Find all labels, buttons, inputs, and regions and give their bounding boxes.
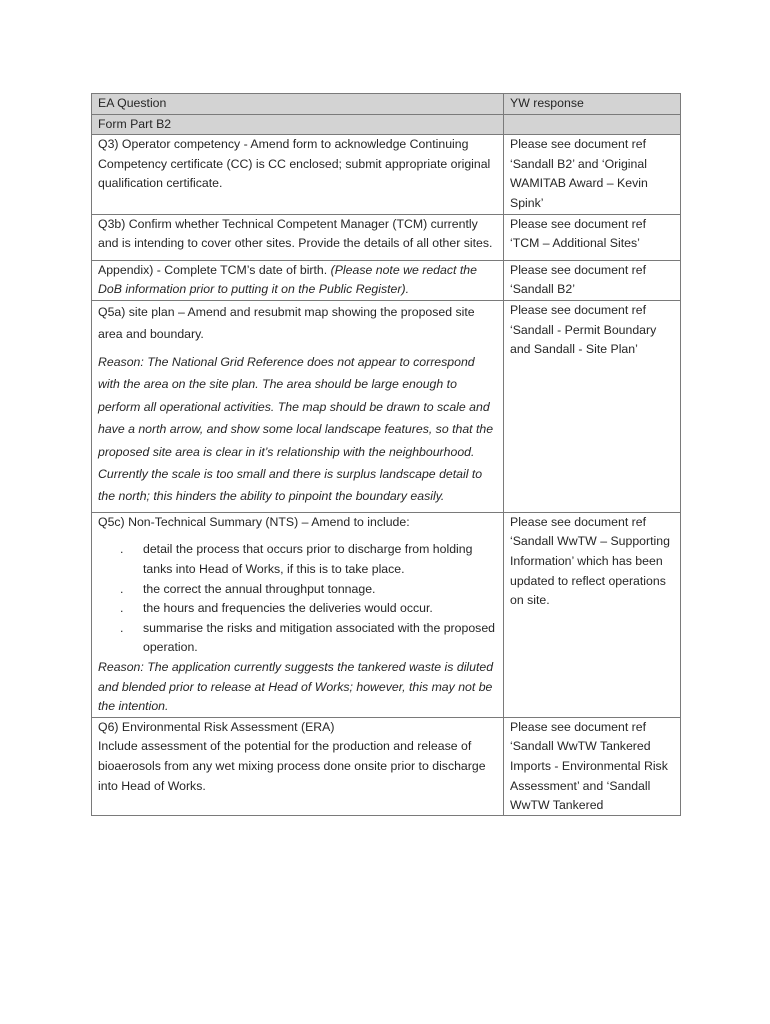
response-cell	[504, 512, 681, 717]
response-text: Please see document ref ‘TCM – Additional Sites’	[510, 216, 647, 251]
section-title: Form Part B2	[92, 114, 504, 135]
question-reason: Reason: The National Grid Reference does not appear to correspond with the area on the site plan. The area should be large enough to perform all operational activities. The map should be drawn to scale and have a north arrow, and show some local landscape features, so that the proposed site area is clear in it’s relationship with the neighbourhood. Currently the scale is too small and there is surplus landscape detail to the north; this hinders the ability to pinpoint the boundary easily.	[98, 354, 494, 504]
question-subtext: Include assessment of the potential for the production and release of bioaerosols from any wet mixing process done onsite prior to discharge into Head of Works.	[98, 739, 486, 793]
table-row-q5c	[92, 512, 681, 717]
response-cell	[504, 300, 681, 512]
section-empty-cell	[504, 114, 681, 135]
list-item-text: detail the process that occurs prior to discharge from holding tanks into Head of Works, if this is to take place.	[143, 542, 473, 576]
question-cell	[92, 260, 504, 300]
question-text: Q3) Operator competency - Amend form to acknowledge Continuing Competency certificate (CC) is CC enclosed; submit appropriate original qualification certificate.	[98, 137, 491, 191]
question-cell	[92, 300, 504, 512]
table-row-q5a	[92, 300, 681, 512]
list-item	[98, 599, 499, 619]
header-ea-question: EA Question	[92, 94, 504, 115]
bullet-marker: .	[120, 542, 124, 557]
bullet-marker: .	[120, 601, 124, 616]
table-row-q3b	[92, 214, 681, 260]
question-text: Q5a) site plan – Amend and resubmit map showing the proposed site area and boundary.	[98, 304, 475, 341]
list-item	[98, 580, 499, 600]
question-reason: Reason: The application currently suggests the tankered waste is diluted and blended prior to release at Head of Works; however, this may not be the intention.	[98, 659, 494, 714]
list-item-text: the hours and frequencies the deliveries would occur.	[143, 601, 433, 616]
table-row-q6	[92, 717, 681, 815]
question-text: Appendix) - Complete TCM’s date of birth.	[98, 262, 328, 277]
question-cell	[92, 135, 504, 214]
list-item	[98, 540, 499, 579]
bullet-marker: .	[120, 581, 124, 596]
section-row	[92, 114, 681, 135]
table-row-q3	[92, 135, 681, 214]
response-text: Please see document ref ‘Sandall WwTW Tankered Imports - Environmental Risk Assessment’ and ‘Sandall WwTW Tankered	[510, 719, 668, 813]
bullet-marker: .	[120, 620, 124, 635]
list-item-text: the correct the annual throughput tonnage.	[143, 581, 376, 596]
response-cell	[504, 260, 681, 300]
question-cell	[92, 512, 504, 717]
response-text: Please see document ref ‘Sandall WwTW – Supporting Information’ which has been updated to reflect operations on site.	[510, 514, 670, 608]
ea-question-response-table	[91, 93, 681, 816]
question-text: Q6) Environmental Risk Assessment (ERA)	[98, 719, 335, 734]
list-item	[98, 619, 499, 658]
response-cell	[504, 717, 681, 815]
question-text: Q5c) Non-Technical Summary (NTS) – Amend to include:	[98, 514, 410, 529]
response-text: Please see document ref ‘Sandall B2’	[510, 262, 647, 297]
response-cell	[504, 214, 681, 260]
list-item-text: summarise the risks and mitigation associated with the proposed operation.	[143, 620, 495, 655]
question-text: Q3b) Confirm whether Technical Competent Manager (TCM) currently and is intending to cover other sites. Provide the details of all other sites.	[98, 216, 493, 251]
table-row-appendix	[92, 260, 681, 300]
question-cell	[92, 214, 504, 260]
response-cell	[504, 135, 681, 214]
header-yw-response: YW response	[504, 94, 681, 115]
bullet-list	[98, 540, 499, 658]
table-header-row	[92, 94, 681, 115]
response-text: Please see document ref ‘Sandall B2’ and ‘Original WAMITAB Award – Kevin Spink’	[510, 137, 648, 210]
question-cell	[92, 717, 504, 815]
response-text: Please see document ref ‘Sandall - Permit Boundary and Sandall - Site Plan’	[510, 302, 657, 357]
question-note: (Please note we redact the DoB information prior to putting it on the Public Register).	[98, 262, 477, 297]
